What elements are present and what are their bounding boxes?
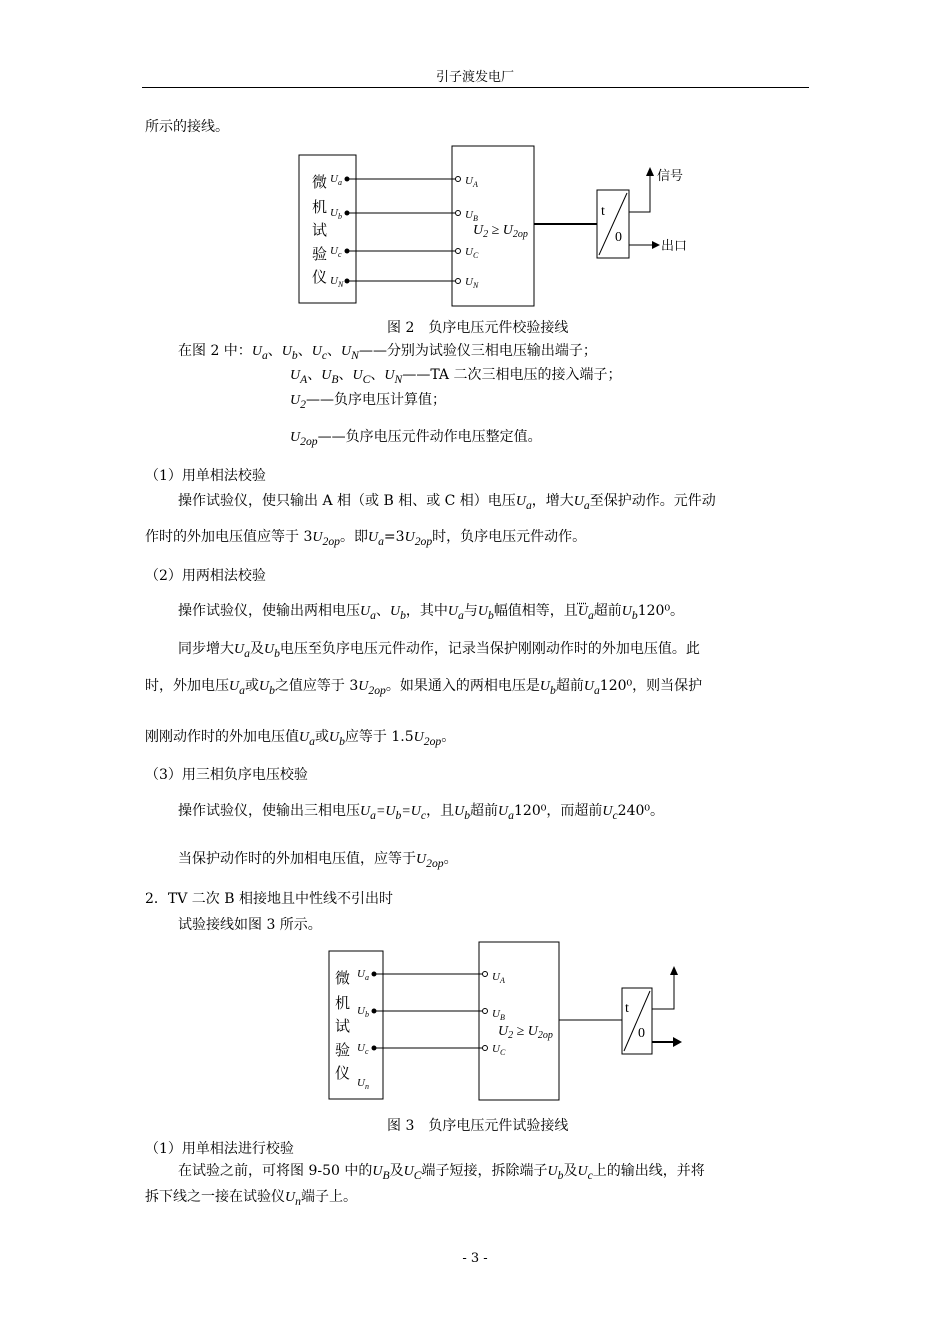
- tester-label-char: 试: [312, 223, 328, 239]
- tester-label-char: 仪: [335, 1066, 351, 1082]
- tester-label-char: 验: [335, 1043, 351, 1059]
- tester-label-char: 机: [335, 996, 351, 1012]
- tester-label-char: 机: [312, 200, 328, 216]
- tester-label-char: 微: [335, 971, 351, 987]
- figure-2-caption: 图 2 负序电压元件校验接线: [387, 320, 569, 336]
- arrow-up-icon: [646, 167, 654, 176]
- tester-terminal-label: $U_c$: [330, 245, 342, 259]
- timer-t: t: [625, 1001, 629, 1016]
- section-3-line-1: 操作试验仪，使输出三相电压$U_a=U_b=U_c$，且$U_b$超前$U_a120^0$，而超前$U_c240^0$。: [178, 803, 664, 822]
- page-header: 引子渡发电厂: [435, 70, 514, 85]
- timer-0: 0: [615, 230, 622, 245]
- section-1-title: （1）用单相法校验: [145, 468, 266, 484]
- tester-terminal-label: $U_b$: [330, 207, 342, 221]
- section-2-heading: 2．TV 二次 B 相接地且中性线不引出时: [145, 891, 393, 907]
- relay-terminal-label: $U_A$: [465, 175, 478, 189]
- section-1-line-2: 作时的外加电压值应等于 $3U_{2op}$。即$U_a=3U_{2op}$时，负序电压元件动作。: [145, 529, 587, 548]
- section-3-title: （3）用三相负序电压校验: [145, 767, 308, 783]
- tester-terminal-label: $U_a$: [330, 173, 342, 187]
- tester-terminal-label: $U_a$: [357, 968, 369, 982]
- header-rule: [142, 87, 809, 88]
- legend-line-4: $U_{2op}——$负序电压元件动作电压整定值。: [290, 429, 542, 448]
- legend-line-1: 在图 2 中：$U_a$、$U_b$、$U_c$、$U_N——$分别为试验仪三相电压输出端子；: [178, 343, 597, 362]
- figure-3-wiring-diagram: [320, 938, 700, 1108]
- legend-line-3: $U_2——$负序电压计算值；: [290, 392, 446, 411]
- paragraph-intro: 所示的接线。: [145, 119, 229, 135]
- tester-label-char: 试: [335, 1019, 351, 1035]
- figure-2-wiring-diagram: [290, 140, 710, 315]
- trip-output-label: 出口: [661, 238, 688, 253]
- tester-terminal-label: $U_n$: [357, 1077, 369, 1091]
- relay-condition: $U_2 \ge U_{2op}$: [498, 1024, 553, 1041]
- section-2-title: （2）用两相法校验: [145, 568, 266, 584]
- relay-terminal-label: $U_A$: [492, 971, 505, 985]
- tester-label-char: 验: [312, 247, 328, 263]
- arrow-right-icon: [652, 241, 660, 249]
- section-4-line-2: 拆下线之一接在试验仪$U_n$端子上。: [145, 1189, 357, 1208]
- section-3-line-2: 当保护动作时的外加相电压值，应等于$U_{2op}$。: [178, 851, 458, 870]
- relay-terminal-label: $U_C$: [492, 1043, 506, 1057]
- timer-t: t: [601, 204, 605, 219]
- tester-terminal-label: $U_N$: [330, 275, 344, 289]
- section-2-line-2: 同步增大$U_a$及$U_b$电压至负序电压元件动作，记录当保护刚刚动作时的外加电压值。此: [178, 641, 700, 660]
- relay-condition: $U_2 \ge U_{2op}$: [473, 223, 528, 240]
- arrow-up-icon: [670, 966, 678, 975]
- section-2-line-1: 操作试验仪，使输出两相电压$U_a$、$U_b$，其中$U_a$与$U_b$幅值相等，且$U_a$超前$U_b120^0$。: [178, 603, 685, 622]
- tester-label-char: 微: [312, 175, 328, 191]
- section-2-line-3: 时，外加电压$U_a$或$U_b$之值应等于 $3U_{2op}$。如果通入的两相电压是$U_b$超前$U_a120^0$，则当保护: [145, 678, 703, 697]
- section-2-intro: 试验接线如图 3 所示。: [178, 917, 322, 933]
- relay-box: [479, 942, 559, 1100]
- relay-terminal-label: $U_B$: [492, 1008, 505, 1022]
- section-1-line-1: 操作试验仪，使只输出 A 相（或 B 相、或 C 相）电压$U_a$，增大$U_a$至保护动作。元件动: [178, 493, 716, 512]
- relay-terminal-label: $U_N$: [465, 276, 479, 290]
- section-2-line-4: 刚刚动作时的外加电压值$U_a$或$U_b$应等于 $1.5U_{2op}$。: [145, 729, 456, 748]
- relay-terminal-label: $U_B$: [465, 209, 478, 223]
- relay-terminal-label: $U_C$: [465, 246, 479, 260]
- tester-label-char: 仪: [312, 270, 328, 286]
- page-number: - 3 -: [462, 1251, 488, 1266]
- timer-0: 0: [638, 1026, 645, 1041]
- arrow-right-icon: [673, 1037, 682, 1047]
- section-4-line-1: 在试验之前，可将图 9-50 中的$U_B$及$U_C$端子短接，拆除端子$U_b$及$U_c$上的输出线，并将: [178, 1163, 705, 1182]
- legend-line-2: $U_A$、$U_B$、$U_C$、$U_N——TA$ 二次三相电压的接入端子；: [290, 367, 622, 386]
- section-4-title: （1）用单相法进行校验: [145, 1141, 294, 1157]
- signal-output-label: 信号: [657, 168, 684, 183]
- figure-3-caption: 图 3 负序电压元件试验接线: [387, 1118, 569, 1134]
- tester-terminal-label: $U_c$: [357, 1042, 369, 1056]
- tester-terminal-label: $U_b$: [357, 1005, 369, 1019]
